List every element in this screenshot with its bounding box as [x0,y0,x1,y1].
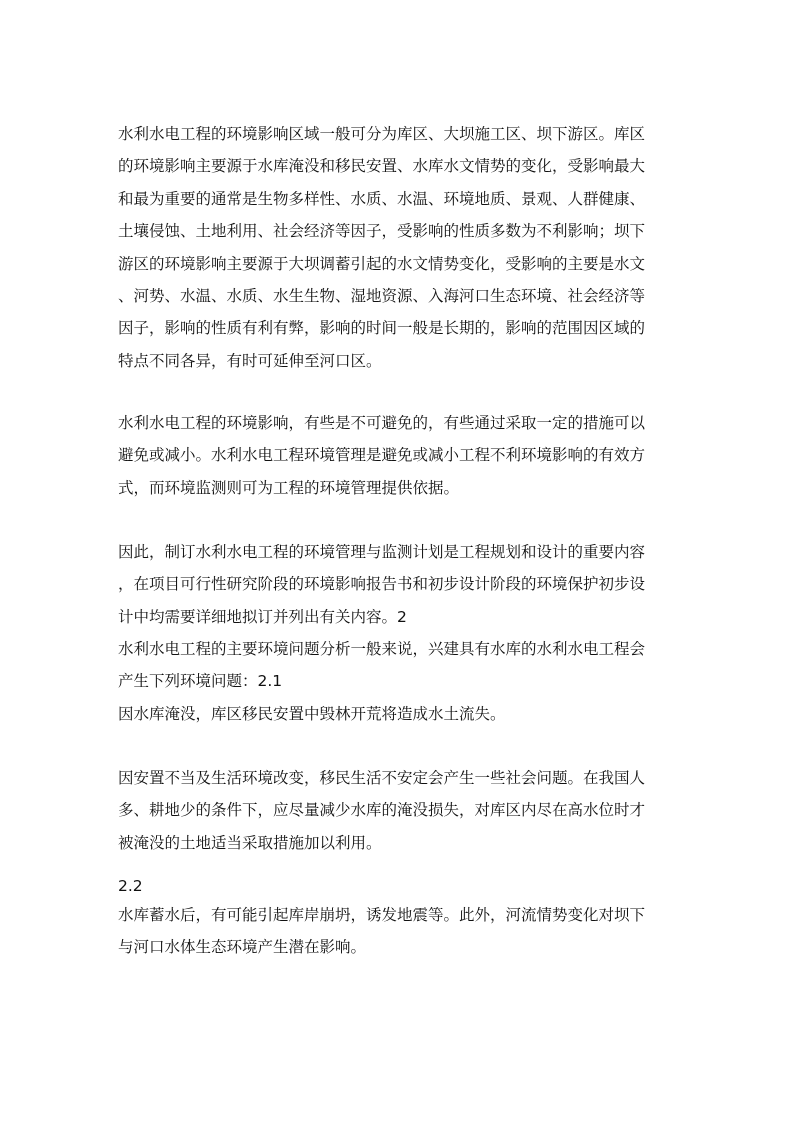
paragraph-reservoir-impoundment: 水库蓄水后，有可能引起库岸崩坍，诱发地震等。此外，河流情势变化对坝下 与河口水体生态环境产生潜在影响。 [118,906,646,957]
section-number-2-2: 2.2 [118,877,143,895]
paragraph-main-issues-intro: 水利水电工程的主要环境问题分析一般来说，兴建具有水库的水利水电工程会 产生下列环境问题：2.1 [118,640,646,691]
paragraph-management-plan: 因此，制订水利水电工程的环境管理与监测计划是工程规划和设计的重要内容 ，在项目可行性研究阶段的环境影响报告书和初步设计阶段的环境保护初步设 计中均需要详细地拟订并列出有关内容。2 [118,543,646,626]
paragraph-unavoidable-impacts: 水利水电工程的环境影响，有些是不可避免的，有些通过采取一定的措施可以 避免或减小。水利水电工程环境管理是避免或减小工程不利环境影响的有效方 式，而环境监测则可为工程的环境管理提供依据。 [118,414,646,497]
paragraph-social-issues: 因安置不当及生活环境改变，移民生活不安定会产生一些社会问题。在我国人 多、耕地少的条件下，应尽量减少水库的淹没损失，对库区内尽在高水位时才 被淹没的土地适当采取措施加以利用。 [118,769,646,852]
paragraph-environmental-impact-zones: 水利水电工程的环境影响区域一般可分为库区、大坝施工区、坝下游区。库区 的环境影响主要源于水库淹没和移民安置、水库水文情势的变化，受影响最大 和最为重要的通常是生物多样性、水质、水温、环境地质、景观、人群健康、 土壤侵蚀、土地利用、社会经济等因子，受影响的性质多数为不利影响；坝下 游区的环境影响主要源于大坝调蓄引起的水文情势变化，受影响的主要是水文 、河势、水温、水质、水生生物、湿地资源、入海河口生态环境、社会经济等 因子，影响的性质有利有弊，影响的时间一般是长期的，影响的范围因区域的 特点不同各异，有时可延伸至河口区。 [118,125,646,370]
paragraph-soil-erosion: 因水库淹没，库区移民安置中毁林开荒将造成水土流失。 [118,705,506,723]
